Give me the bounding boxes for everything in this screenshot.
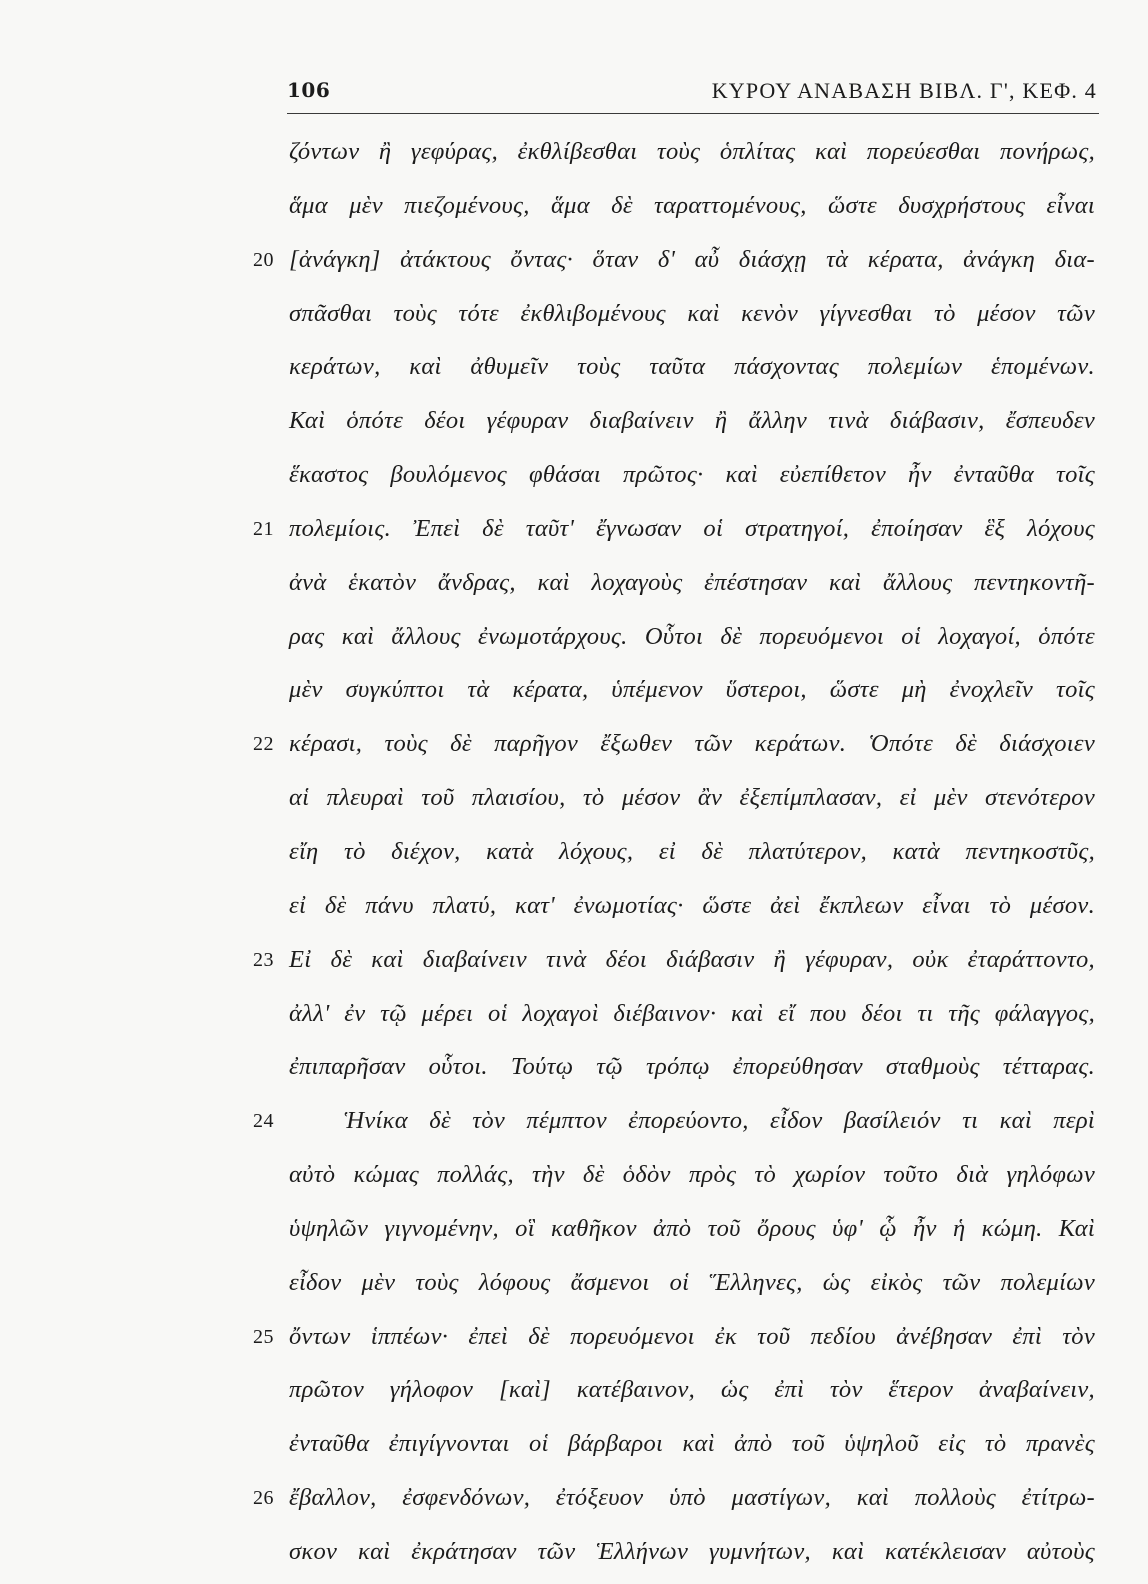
greek-text-body xyxy=(0,130,1148,1584)
text-line xyxy=(0,1476,1148,1530)
line-text: ζόντων ἢ γεφύρας, ἐκθλίβεσθαι τοὺς ὁπλίτας καὶ πορεύεσθαι πονήρως, xyxy=(289,138,1095,165)
line-text: αἱ πλευραὶ τοῦ πλαισίου, τὸ μέσον ἂν ἐξεπίμπλασαν, εἰ μὲν στενότερον xyxy=(289,784,1095,812)
line-text: ἀλλ' ἐν τῷ μέρει οἱ λοχαγοὶ διέβαινον· καὶ εἴ που δέοι τι τῆς φάλαγγος, xyxy=(289,999,1095,1027)
section-number: 26 xyxy=(253,1487,274,1510)
text-line xyxy=(0,884,1148,938)
line-text: σπᾶσθαι τοὺς τότε ἐκθλιβομένους καὶ κενὸν γίγνεσθαι τὸ μέσον τῶν xyxy=(289,299,1095,327)
text-line xyxy=(0,1422,1148,1476)
line-text: εἴη τὸ διέχον, κατὰ λόχους, εἰ δὲ πλατύτερον, κατὰ πεντηκοστῦς, xyxy=(289,837,1095,865)
text-line xyxy=(0,1207,1148,1261)
line-text: ρας καὶ ἄλλους ἐνωμοτάρχους. Οὗτοι δὲ πορευόμενοι οἱ λοχαγοί, ὁπότε xyxy=(289,622,1095,650)
line-text: ὄντων ἱππέων· ἐπεὶ δὲ πορευόμενοι ἐκ τοῦ πεδίου ἀνέβησαν ἐπὶ τὸν xyxy=(289,1322,1095,1350)
text-line xyxy=(0,1315,1148,1369)
text-line xyxy=(0,938,1148,992)
text-line xyxy=(0,615,1148,669)
page-number: 106 xyxy=(287,78,331,102)
text-line xyxy=(0,453,1148,507)
header-rule xyxy=(287,113,1099,114)
line-text: ἕκαστος βουλόμενος φθάσαι πρῶτος· καὶ εὐεπίθετον ἦν ἐνταῦθα τοῖς xyxy=(289,461,1095,489)
section-number: 24 xyxy=(253,1110,274,1133)
text-line xyxy=(0,561,1148,615)
line-text: [ἀνάγκη] ἀτάκτους ὄντας· ὅταν δ' αὖ διάσχῃ τὰ κέρατα, ἀνάγκη δια- xyxy=(289,245,1095,273)
line-text: εἶδον μὲν τοὺς λόφους ἄσμενοι οἱ Ἕλληνες, ὡς εἰκὸς τῶν πολεμίων xyxy=(289,1268,1095,1296)
text-line xyxy=(0,1261,1148,1315)
line-text: ὑψηλῶν γιγνομένην, οἳ καθῆκον ἀπὸ τοῦ ὄρους ὑφ' ᾧ ἦν ἡ κώμη. Καὶ xyxy=(289,1214,1095,1242)
text-line xyxy=(0,399,1148,453)
text-line xyxy=(0,668,1148,722)
text-line xyxy=(0,1530,1148,1584)
page-header xyxy=(287,74,1097,110)
section-number: 21 xyxy=(253,517,274,540)
section-number: 22 xyxy=(253,733,274,756)
line-text: ἔβαλλον, ἐσφενδόνων, ἐτόξευον ὑπὸ μαστίγων, καὶ πολλοὺς ἐτίτρω- xyxy=(289,1484,1095,1512)
line-text: ἀνὰ ἑκατὸν ἄνδρας, καὶ λοχαγοὺς ἐπέστησαν καὶ ἄλλους πεντηκοντῆ- xyxy=(289,568,1095,596)
line-text: Καὶ ὁπότε δέοι γέφυραν διαβαίνειν ἢ ἄλλην τινὰ διάβασιν, ἔσπευδεν xyxy=(289,407,1095,435)
text-line xyxy=(0,507,1148,561)
running-head: ΚΥΡΟΥ ΑΝΑΒΑΣΗ ΒΙΒΛ. Γ', ΚΕΦ. 4 xyxy=(711,78,1097,103)
text-line xyxy=(0,238,1148,292)
line-text: πολεμίοις. Ἐπεὶ δὲ ταῦτ' ἔγνωσαν οἱ στρατηγοί, ἐποίησαν ἓξ λόχους xyxy=(289,514,1095,542)
text-line xyxy=(0,1045,1148,1099)
line-text: ἐπιπαρῆσαν οὗτοι. Τούτῳ τῷ τρόπῳ ἐπορεύθησαν σταθμοὺς τέτταρας. xyxy=(289,1053,1095,1081)
text-line xyxy=(0,1153,1148,1207)
section-number: 20 xyxy=(253,248,274,271)
section-number: 25 xyxy=(253,1325,274,1348)
text-line xyxy=(0,830,1148,884)
line-text: κεράτων, καὶ ἀθυμεῖν τοὺς ταῦτα πάσχοντας πολεμίων ἑπομένων. xyxy=(289,353,1095,381)
text-line xyxy=(0,992,1148,1046)
line-text: μὲν συγκύπτοι τὰ κέρατα, ὑπέμενον ὕστεροι, ὥστε μὴ ἐνοχλεῖν τοῖς xyxy=(289,676,1095,704)
line-text: ἐνταῦθα ἐπιγίγνονται οἱ βάρβαροι καὶ ἀπὸ τοῦ ὑψηλοῦ εἰς τὸ πρανὲς xyxy=(289,1430,1095,1458)
section-number: 23 xyxy=(253,948,274,971)
line-text: ἅμα μὲν πιεζομένους, ἅμα δὲ ταραττομένους, ὥστε δυσχρήστους εἶναι xyxy=(289,191,1095,219)
line-text: σκον καὶ ἐκράτησαν τῶν Ἑλλήνων γυμνήτων, καὶ κατέκλεισαν αὐτοὺς xyxy=(289,1537,1095,1565)
text-line xyxy=(0,345,1148,399)
line-text: πρῶτον γήλοφον [καὶ] κατέβαινον, ὡς ἐπὶ τὸν ἕτερον ἀναβαίνειν, xyxy=(289,1376,1095,1404)
line-text: αὐτὸ κώμας πολλάς, τὴν δὲ ὁδὸν πρὸς τὸ χωρίον τοῦτο διὰ γηλόφων xyxy=(289,1161,1095,1189)
text-line xyxy=(0,184,1148,238)
text-line xyxy=(0,776,1148,830)
line-text: Εἰ δὲ καὶ διαβαίνειν τινὰ δέοι διάβασιν ἢ γέφυραν, οὐκ ἐταράττοντο, xyxy=(289,945,1095,973)
text-line xyxy=(0,292,1148,346)
line-text: κέρασι, τοὺς δὲ παρῆγον ἔξωθεν τῶν κεράτων. Ὁπότε δὲ διάσχοιεν xyxy=(289,730,1095,758)
text-line xyxy=(0,130,1148,184)
line-text: εἰ δὲ πάνυ πλατύ, κατ' ἐνωμοτίας· ὥστε ἀεὶ ἔκπλεων εἶναι τὸ μέσον. xyxy=(289,891,1095,919)
text-line xyxy=(0,1368,1148,1422)
line-text: Ἡνίκα δὲ τὸν πέμπτον ἐπορεύοντο, εἶδον βασίλειόν τι καὶ περὶ xyxy=(344,1107,1095,1135)
text-line xyxy=(0,1099,1148,1153)
text-line xyxy=(0,722,1148,776)
